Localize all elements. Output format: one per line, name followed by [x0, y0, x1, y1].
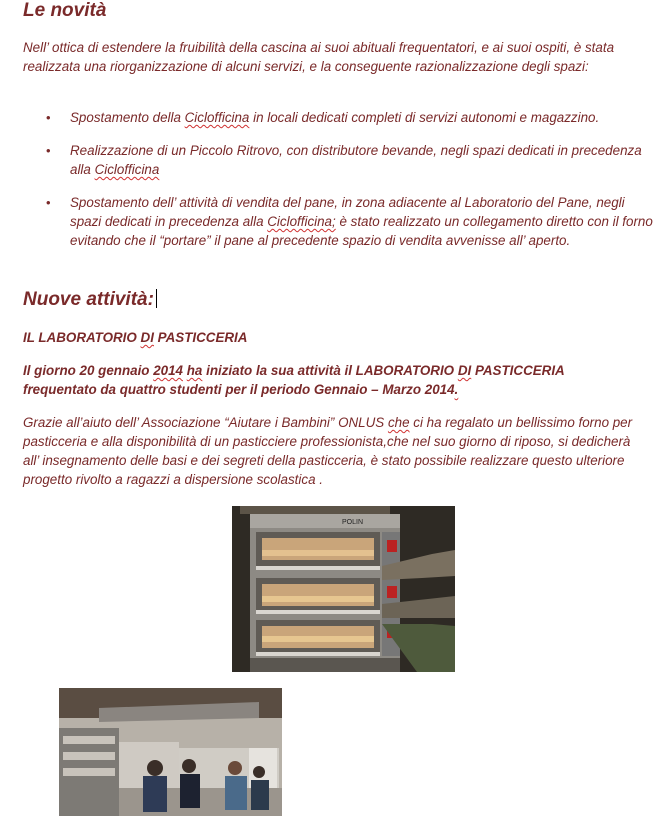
spellcheck-word: Ciclofficina;: [267, 214, 336, 229]
oven-illustration: [232, 506, 455, 672]
list-item: • Spostamento dell’ attività di vendita del pane, in zona adiacente al Laboratorio del Pane, negli spazi dedicati in precedenza alla Ciclofficina; è stato realizzato un collegamento diretto con il forno evitando che il “portare” il pane al precedente spazio di vendita avvenisse all’ aperto.: [23, 193, 653, 250]
list-item: • Realizzazione di un Piccolo Ritrovo, con distributore bevande, negli spazi dedicati in precedenza alla Ciclofficina: [23, 141, 653, 179]
text-cursor: [156, 289, 157, 308]
lab-info-paragraph: Il giorno 20 gennaio 2014 ha iniziato la sua attività il LABORATORIO DI PASTICCERIA frequentato da quattro studenti per il periodo Gennaio – Marzo 2014.: [23, 363, 565, 397]
lab-title: IL LABORATORIO DI PASTICCERIA: [23, 330, 248, 345]
heading-novita: Le novità: [23, 0, 107, 21]
oven-deck-1: [256, 532, 380, 570]
bullet-list: [23, 108, 653, 264]
kitchen-photo: [59, 688, 282, 816]
spellcheck-word: Ciclofficina: [94, 162, 160, 177]
intro-paragraph: Nell’ ottica di estendere la fruibilità della cascina ai suoi abituali frequentatori, e ai suoi ospiti, è stata realizzata una riorganizzazione di alcuni servizi, e la conseguente razionalizzazione degli spazi:: [23, 40, 615, 74]
oven-photo: [232, 506, 455, 672]
grazie-paragraph: Grazie all’aiuto dell’ Associazione “Aiutare i Bambini” ONLUS che ci ha regalato un bellissimo forno per pasticceria e alla disponibilità di un pasticciere professionista,che nel suo giorno di riposo, si dedicherà all’ insegnamento delle basi e dei segreti della pasticceria, è stato possibile realizzare questo ulteriore progetto rivolto a ragazzi a dispersione scolastica .: [23, 415, 633, 487]
spellcheck-word: Ciclofficina: [184, 110, 250, 125]
oven-brand: POLIN: [342, 519, 364, 526]
list-item: • Spostamento della Ciclofficina in locali dedicati completi di servizi autonomi e magazzino.: [23, 108, 653, 127]
oven-deck-2: [256, 578, 380, 614]
kitchen-illustration: [59, 688, 282, 816]
oven-deck-3: [256, 620, 380, 656]
heading-nuove-attivita: Nuove attività:: [23, 289, 157, 311]
